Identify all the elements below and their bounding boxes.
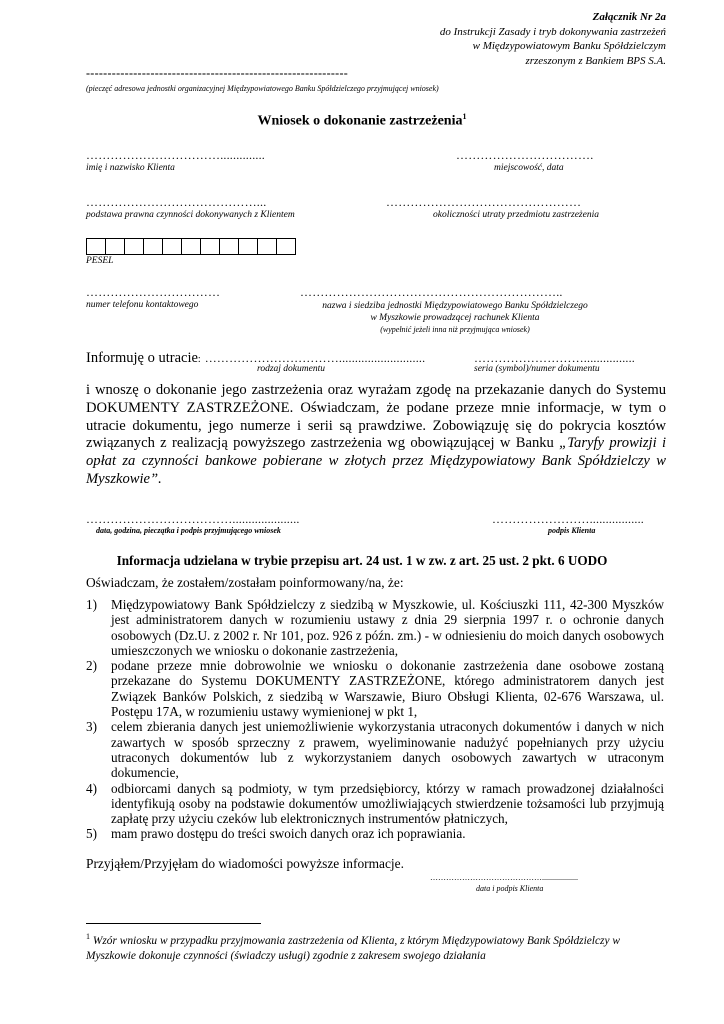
pesel-digit-box[interactable]	[181, 238, 201, 255]
branch-labels	[300, 300, 610, 336]
loss-intro: Informuję o utracie	[86, 350, 198, 366]
bank-signature-field[interactable]: ……………………………….....................	[86, 512, 300, 526]
document-title	[0, 112, 724, 130]
title-text: Wniosek o dokonanie zastrzeżenia	[257, 113, 463, 129]
list-item-number: 1)	[86, 597, 97, 612]
branch-label-3: (wypełnić jeżeli inna niż przyjmująca wniosek)	[380, 325, 530, 334]
list-item-number: 4)	[86, 780, 97, 796]
footnote-mark: 1	[86, 932, 90, 941]
annex-number: Załącznik Nr 2a	[592, 11, 666, 23]
footnote-separator	[86, 923, 261, 924]
pesel-digit-box[interactable]	[238, 238, 258, 255]
pesel-digit-box[interactable]	[219, 238, 239, 255]
pesel-digit-box[interactable]	[162, 238, 182, 255]
rodo-title: Informacja udzielana w trybie przepisu art. 24 ust. 1 w zw. z art. 25 ust. 2 pkt. 6 UODO	[116, 553, 608, 568]
tariff-reference: „Taryfy prowizji i opłat za czynności bankowe pobierane w złotych przez Międzypowiatowy Bank Spółdzielczy w Myszkowie”.	[86, 435, 667, 487]
legal-basis-label: podstawa prawna czynności dokonywanych z Klientem	[86, 210, 295, 220]
loss-row	[86, 349, 425, 367]
rodo-list-wrap	[86, 597, 664, 842]
footnote-text: Wzór wniosku w przypadku przyjmowania zastrzeżenia od Klienta, z którym Międzypowiatowy Bank Spółdzielczy w Myszkowie dokonuje czynności (świadczy usługi) zgodnie z zakresem swojego działania	[86, 934, 620, 962]
rodo-signature-field[interactable]: ……………………………………..................	[430, 873, 578, 882]
rodo-signature-label: data i podpis Klienta	[476, 884, 544, 893]
list-item	[86, 781, 664, 827]
phone-label: numer telefonu kontaktowego	[86, 300, 199, 310]
branch-label-2: w Myszkowie prowadzącej rachunek Klienta	[370, 313, 540, 323]
client-signature-label: podpis Klienta	[548, 526, 596, 535]
phone-field[interactable]: ……………………………	[86, 285, 221, 299]
rodo-intro: Oświadczam, że zostałem/zostałam poinformowany/na, że:	[86, 575, 404, 590]
annex-line-3: zrzeszonym z Bankiem BPS S.A.	[525, 54, 666, 67]
stamp-line: -------------------------------------------------------------	[86, 66, 349, 80]
branch-label-1: nazwa i siedziba jednostki Międzypowiatowego Banku Spółdzielczego	[322, 301, 588, 311]
pesel-digit-box[interactable]	[124, 238, 144, 255]
list-item-text: odbiorcami danych są podmioty, w tym przedsiębiorcy, którzy w ramach prowadzonej działalności identyfikują osoby na podstawie dokumentów umożliwiających stwierdzenie tożsamości lub przyjmują zapłatę przy użyciu czeków lub elektronicznych instrumentów płatniczych,	[111, 780, 664, 827]
pesel-digit-box[interactable]	[257, 238, 277, 255]
circumstances-field[interactable]: …………………………………………	[386, 195, 582, 209]
title-footnote-mark: 1	[462, 112, 467, 121]
declaration-text: i wnoszę o dokonanie jego zastrzeżenia oraz wyrażam zgodę na przekazanie danych do Systemu DOKUMENTY ZASTRZEŻONE. Oświadczam, że podane przeze mnie informacje, w tym o utracie dokumentu, jego numerze i serii są prawdziwe. Zobowiązuję się do pokrycia kosztów związanych z realizacją powyższego zastrzeżenia wg obowiązującej w Banku	[86, 382, 666, 452]
list-item	[86, 826, 664, 841]
list-item	[86, 597, 664, 658]
name-field[interactable]: ……………………………..............	[86, 148, 265, 162]
document-serial-label: seria (symbol)/numer dokumentu	[474, 364, 600, 374]
document-type-field[interactable]: ……………………………...........................	[204, 351, 426, 365]
annex-header	[286, 10, 666, 68]
document-serial-field[interactable]: ………………………................	[474, 351, 635, 365]
rodo-list	[86, 597, 664, 842]
client-signature-field[interactable]: …………………….................	[492, 512, 644, 526]
pesel-digit-box[interactable]	[143, 238, 163, 255]
pesel-digit-box[interactable]	[200, 238, 220, 255]
bank-signature-label: data, godzina, pieczątka i podpis przyjmującego wniosek	[96, 526, 281, 535]
list-item	[86, 719, 664, 780]
list-item-text: podane przeze mnie dobrowolnie we wniosku o dokonanie zastrzeżenia dane osobowe zostaną przekazane do Systemu DOKUMENTY ZASTRZEŻONE, którego administratorem danych jest Związek Banków Polskich, z siedzibą w Warszawie, Biuro Obsługi Klienta, 02-676 Warszawa, ul. Postępu 17A, w rozumieniu ustawy wymienionej w pkt 1,	[111, 658, 664, 720]
branch-field[interactable]: ………………………………………………………..	[300, 285, 563, 299]
pesel-label: PESEL	[86, 256, 114, 266]
place-date-label: miejscowość, data	[494, 163, 564, 173]
stamp-label: (pieczęć adresowa jednostki organizacyjnej Międzypowiatowego Banku Spółdzielczego przyjmującej wniosek)	[86, 84, 439, 93]
list-item-text: mam prawo dostępu do treści swoich danych oraz ich poprawiania.	[111, 826, 466, 842]
list-item	[86, 658, 664, 719]
pesel-digit-box[interactable]	[105, 238, 125, 255]
pesel-boxes[interactable]	[86, 238, 296, 255]
place-date-field[interactable]: …………………………….	[456, 148, 594, 162]
list-item-number: 5)	[86, 826, 97, 842]
list-item-text: Międzypowiatowy Bank Spółdzielczy z siedzibą w Myszkowie, ul. Kościuszki 111, 42-300 Myszków jest administratorem danych w rozumieniu ustawy z dnia 29 sierpnia 1997 r. o ochronie danych osobowych (Dz.U. z 2002 r. Nr 101, poz. 926 z późn. zm.) - w odniesieniu do moich danych osobowych umieszczonych we wniosku o dokonanie zastrzeżenia,	[111, 597, 664, 658]
list-item-text: celem zbierania danych jest uniemożliwienie wykorzystania utraconych dokumentów i danych w nich zawartych w sposób sprzeczny z prawem, wyeliminowanie nadużyć popełnianych przy użyciu utraconych dokumentów lub z wykorzystaniem danych osobowych zawartych w utraconym dokumencie,	[111, 719, 664, 781]
circumstances-label: okoliczności utraty przedmiotu zastrzeżenia	[433, 210, 599, 220]
list-item-number: 3)	[86, 719, 97, 735]
acknowledgement: Przyjąłem/Przyjęłam do wiadomości powyższe informacje.	[86, 856, 404, 871]
footnote	[86, 929, 666, 964]
annex-line-2: w Międzypowiatowym Banku Spółdzielczym	[472, 40, 666, 52]
legal-basis-field[interactable]: ……………………………………...	[86, 195, 267, 209]
list-item-number: 2)	[86, 658, 97, 674]
document-type-label: rodzaj dokumentu	[257, 364, 325, 374]
pesel-digit-box[interactable]	[86, 238, 106, 255]
name-label: imię i nazwisko Klienta	[86, 163, 175, 173]
pesel-digit-box[interactable]	[276, 238, 296, 255]
annex-line-1: do Instrukcji Zasady i tryb dokonywania zastrzeżeń	[439, 25, 666, 38]
declaration-paragraph	[86, 382, 666, 489]
loss-colon: :	[197, 354, 201, 365]
